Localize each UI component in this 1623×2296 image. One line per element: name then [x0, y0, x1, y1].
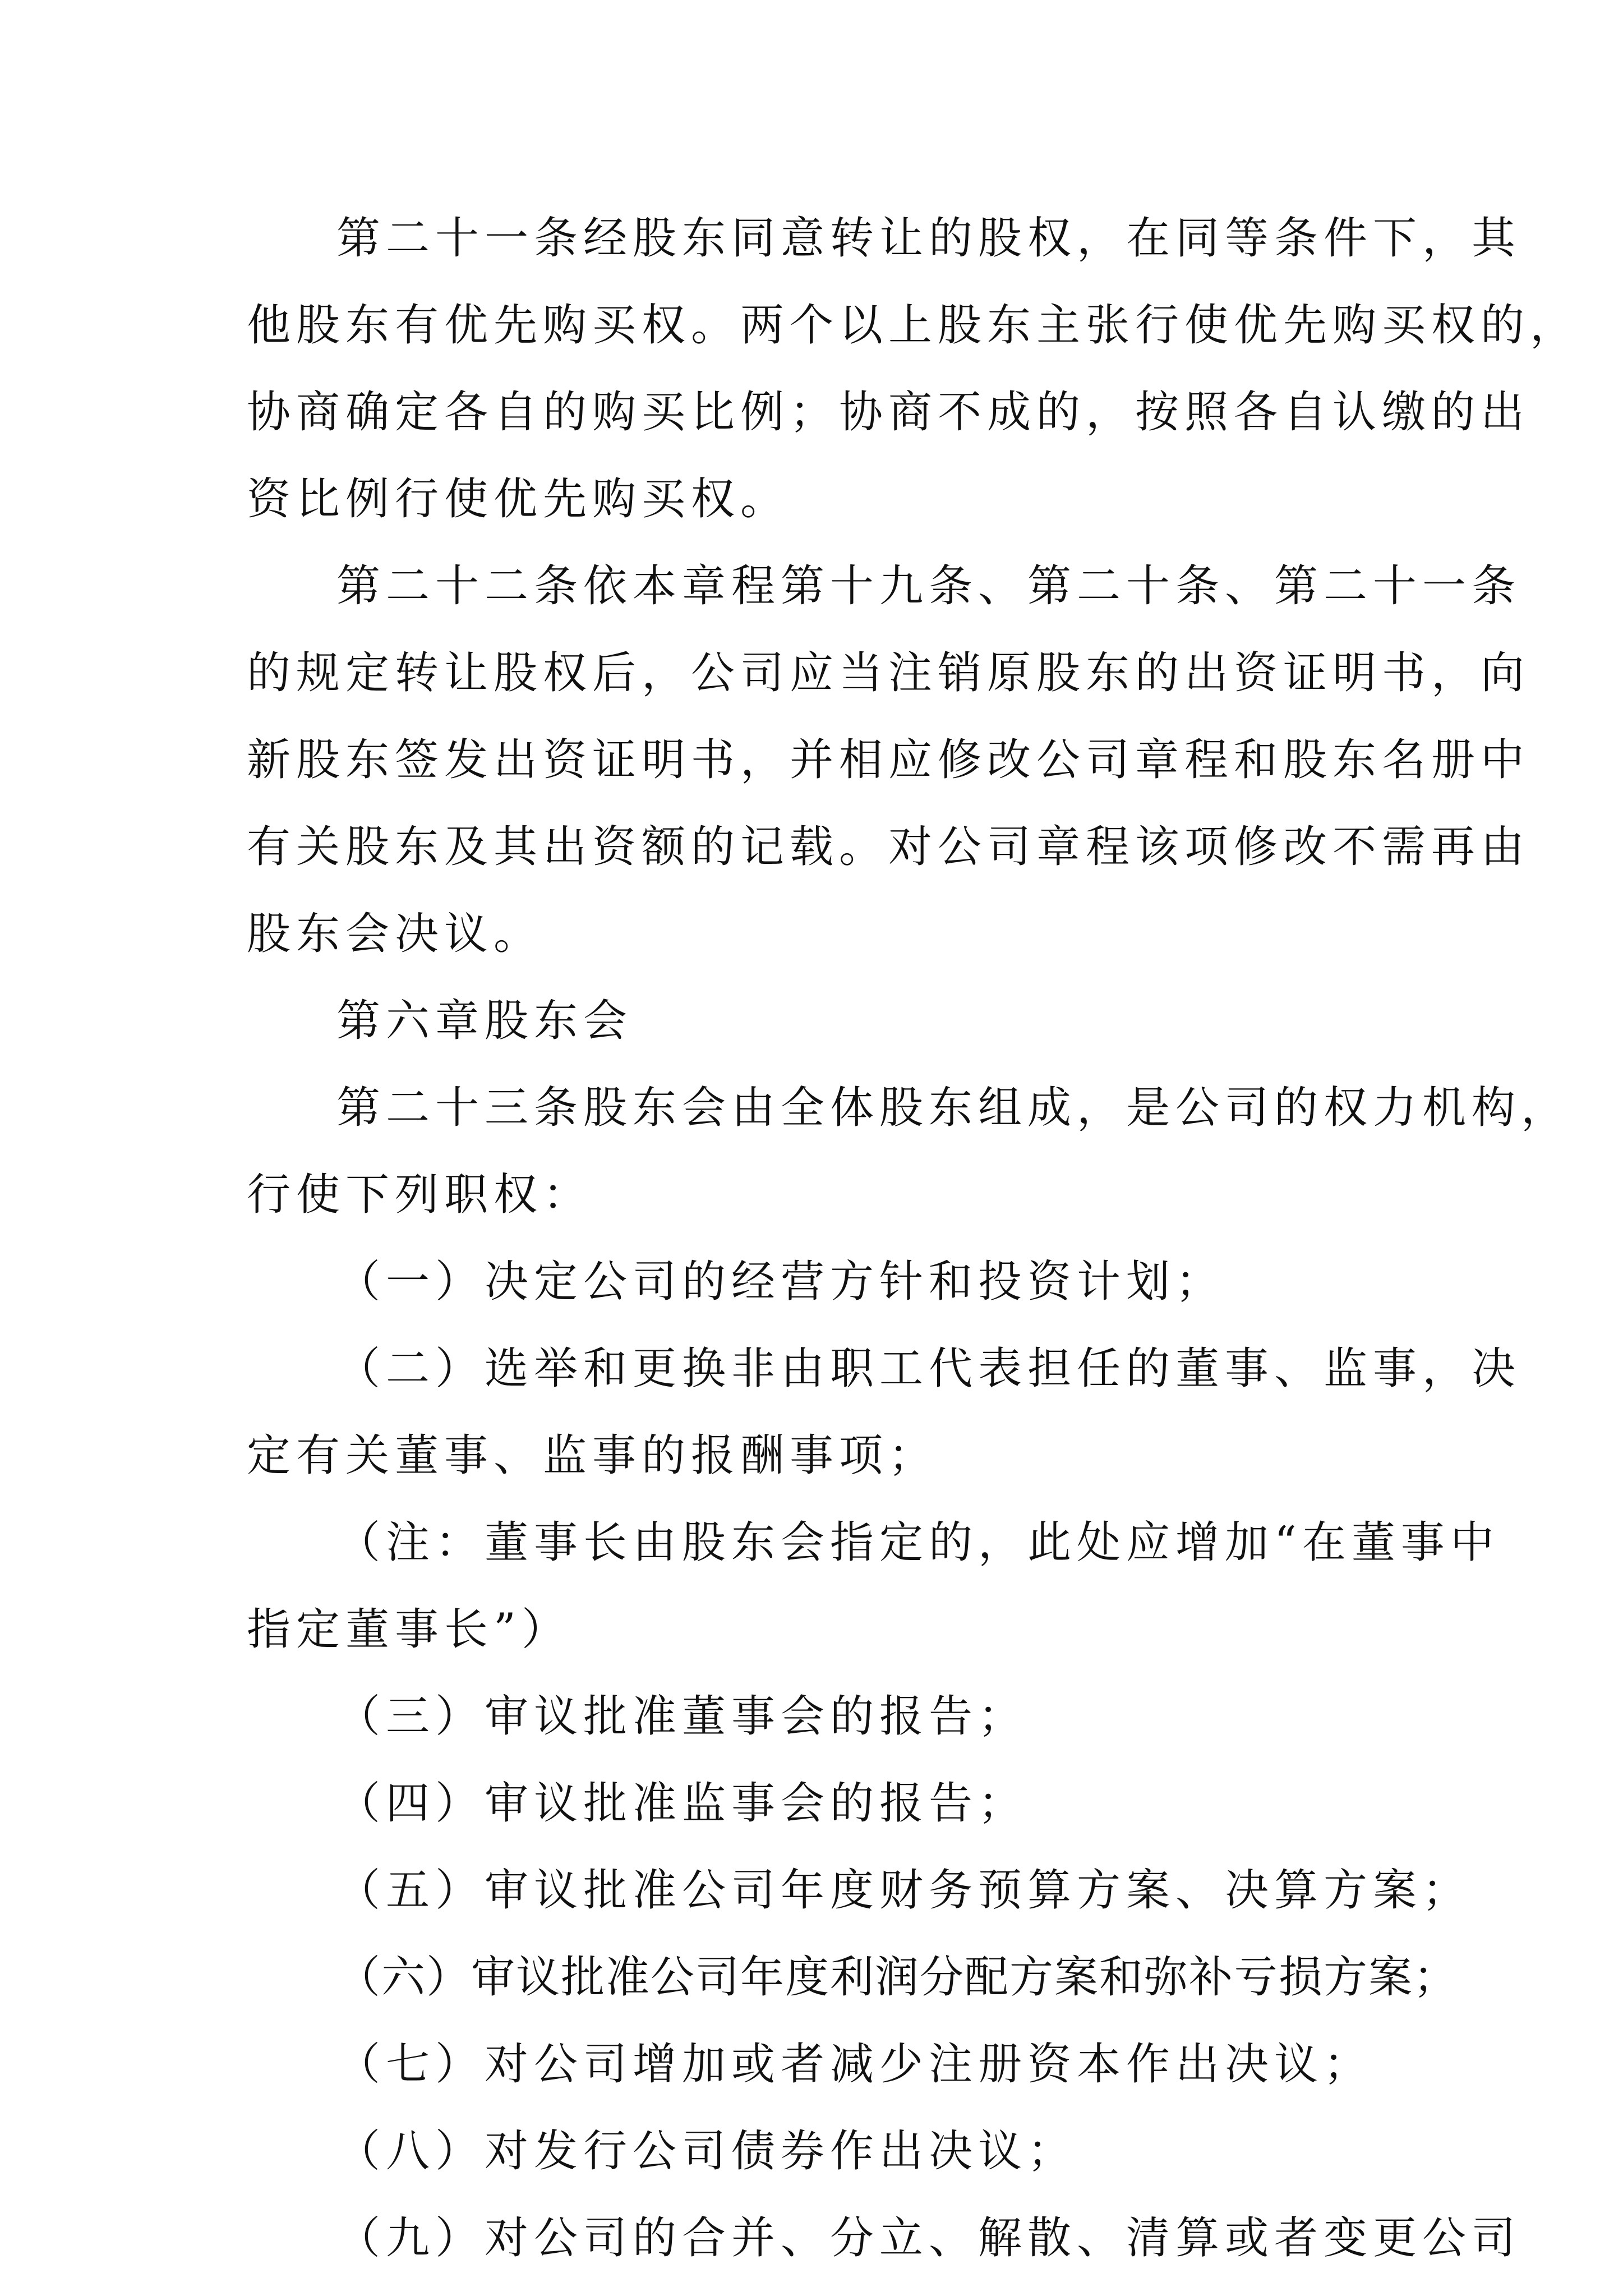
chapter-heading: 第六章股东会 — [336, 996, 633, 1046]
note-line: （注：董事长由股东会指定的，此处应增加“在董事中 — [336, 1517, 1500, 1568]
text-line: 第二十一条经股东同意转让的股权，在同等条件下，其 — [336, 213, 1521, 264]
text-line: 有关股东及其出资额的记载。对公司章程该项修改不需再由 — [247, 822, 1530, 872]
text-line: 第二十二条依本章程第十九条、第二十条、第二十一条 — [336, 561, 1521, 611]
text-line: 第二十三条股东会由全体股东组成，是公司的权力机构， — [336, 1083, 1571, 1133]
list-item: （四）审议批准监事会的报告； — [336, 1778, 1028, 1829]
text-line: 他股东有优先购买权。两个以上股东主张行使优先购买权的， — [247, 300, 1580, 351]
text-line: 定有关董事、监事的报酬事项； — [247, 1430, 938, 1481]
text-line: 股东会决议。 — [247, 909, 543, 959]
list-item: （九）对公司的合并、分立、解散、清算或者变更公司 — [336, 2213, 1521, 2263]
list-item: （六）审议批准公司年度利润分配方案和弥补亏损方案； — [336, 1952, 1459, 2003]
text-line: 新股东签发出资证明书，并相应修改公司章程和股东名册中 — [247, 735, 1530, 785]
list-item: （七）对公司增加或者减少注册资本作出决议； — [336, 2039, 1373, 2090]
list-item: （三）审议批准董事会的报告； — [336, 1691, 1028, 1742]
list-item: （五）审议批准公司年度财务预算方案、决算方案； — [336, 1865, 1472, 1916]
list-item: （一）决定公司的经营方针和投资计划； — [336, 1257, 1225, 1307]
text-line: 协商确定各自的购买比例；协商不成的，按照各自认缴的出 — [247, 387, 1530, 438]
text-line: 的规定转让股权后，公司应当注销原股东的出资证明书，向 — [247, 648, 1530, 698]
list-item: （二）选举和更换非由职工代表担任的董事、监事，决 — [336, 1343, 1521, 1394]
list-item: （八）对发行公司债券作出决议； — [336, 2126, 1077, 2177]
note-line: 指定董事长”） — [247, 1604, 571, 1655]
text-line: 行使下列职权： — [247, 1170, 593, 1220]
text-line: 资比例行使优先购买权。 — [247, 474, 790, 524]
